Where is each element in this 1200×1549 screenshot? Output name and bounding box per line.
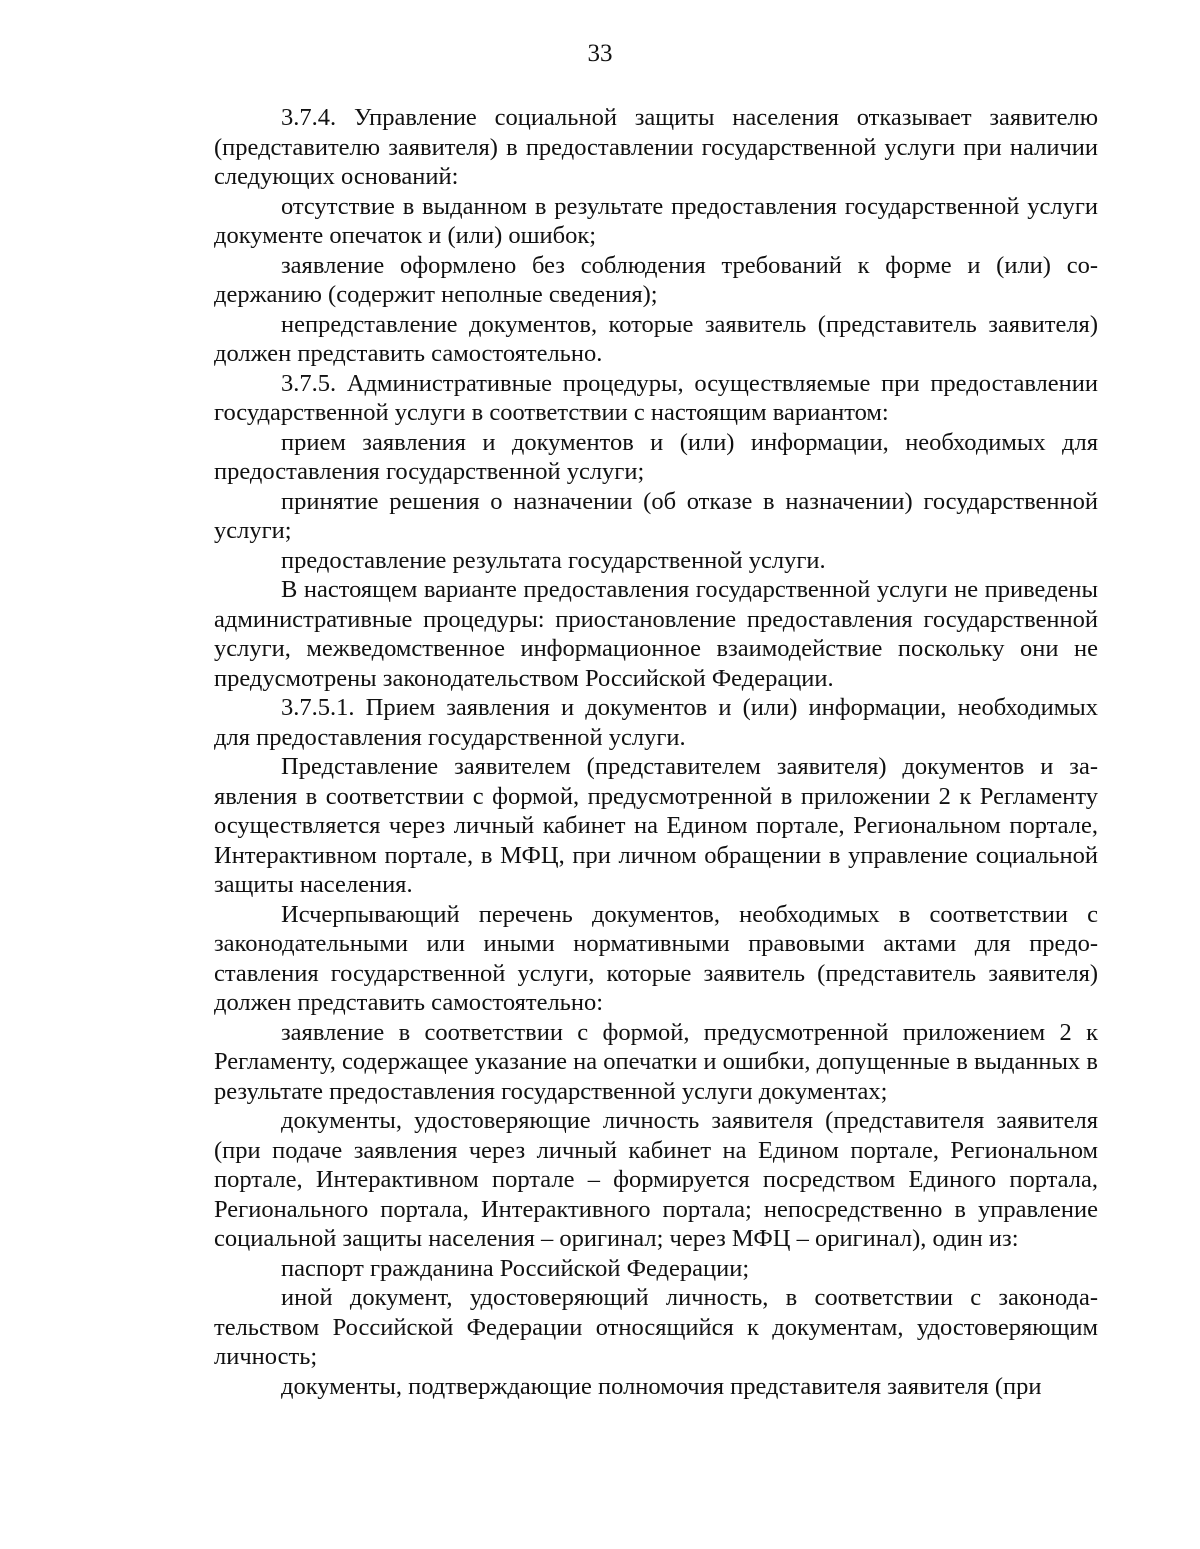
paragraph-ground-no-typos: отсутствие в выданном в результате предоставления государственной услуги документе опечаток и (или) ошибок; — [214, 192, 1098, 249]
document-body — [214, 103, 1098, 1401]
paragraph-representative-authority: документы, подтверждающие полномочия представителя заявителя (при — [281, 1372, 1042, 1400]
paragraph-3-7-5: 3.7.5. Административные процедуры, осуществляемые при предоставлении государственной услуги в соответствии с настоящим вариантом: — [214, 369, 1098, 426]
paragraph-identity-documents: документы, удостоверяющие личность заявителя (представителя заявителя (при подаче заявления через личный кабинет на Едином портале, Региональном портале, Интерактивном портале – формируется посредством Единого портала, Регионального портала, Интерактивного портала; непосредственно в управление социальной защиты населения – оригинал; через МФЦ – оригинал), один из: — [214, 1107, 1098, 1252]
paragraph-passport: паспорт гражданина Российской Федерации; — [281, 1254, 750, 1282]
paragraph-3-7-5-1: 3.7.5.1. Прием заявления и документов и (или) информации, необходимых для предоставления государственной услуги. — [214, 694, 1098, 751]
paragraph-ground-missing-documents: непредставление документов, которые заявитель (представитель заявителя) должен представить самостоятельно. — [214, 310, 1098, 367]
paragraph-other-identity-document: иной документ, удостоверяющий личность, в соответствии с законодательством Российской Федерации относящийся к документам, удостоверяющим личность; — [214, 1284, 1098, 1370]
paragraph-procedure-reception: прием заявления и документов и (или) информации, необходимых для предоставления государственной услуги; — [214, 428, 1098, 485]
paragraph-3-7-4: 3.7.4. Управление социальной защиты населения отказывает заявителю (представителю заявителя) в предоставлении государственной услуги при наличии следующих оснований: — [214, 104, 1098, 190]
paragraph-not-included-procedures: В настоящем варианте предоставления государственной услуги не приведены административные процедуры: приостановление предоставления государственной услуги, межведомственное информационное взаимодействие поскольку они не предусмотрены законодательством Российской Федерации. — [214, 576, 1098, 692]
paragraph-documents-list-intro: Исчерпывающий перечень документов, необходимых в соответствии с законодательными или иными нормативными правовыми актами для предоставления государственной услуги, которые заявитель (представитель заявителя) должен представить самостоятельно: — [214, 900, 1098, 1016]
paragraph-procedure-result: предоставление результата государственной услуги. — [281, 546, 826, 574]
paragraph-application-form: заявление в соответствии с формой, предусмотренной приложением 2 к Регламенту, содержащее указание на опечатки и ошибки, допущенные в выданных в результате предоставления государственной услуги документах; — [214, 1018, 1098, 1105]
paragraph-ground-form-requirements: заявление оформлено без соблюдения требований к форме и (или) содержанию (содержит неполные сведения); — [214, 251, 1098, 308]
paragraph-submission-methods: Представление заявителем (представителем заявителя) документов и заявления в соответствии с формой, предусмотренной в приложении 2 к Регламенту осуществляется через личный кабинет на Едином портале, Региональном портале, Интерактивном портале, в МФЦ, при личном обращении в управление социальной защиты населения. — [214, 753, 1098, 898]
paragraph-procedure-decision: принятие решения о назначении (об отказе в назначении) государственной услуги; — [214, 487, 1098, 544]
page-number: 33 — [587, 40, 613, 67]
